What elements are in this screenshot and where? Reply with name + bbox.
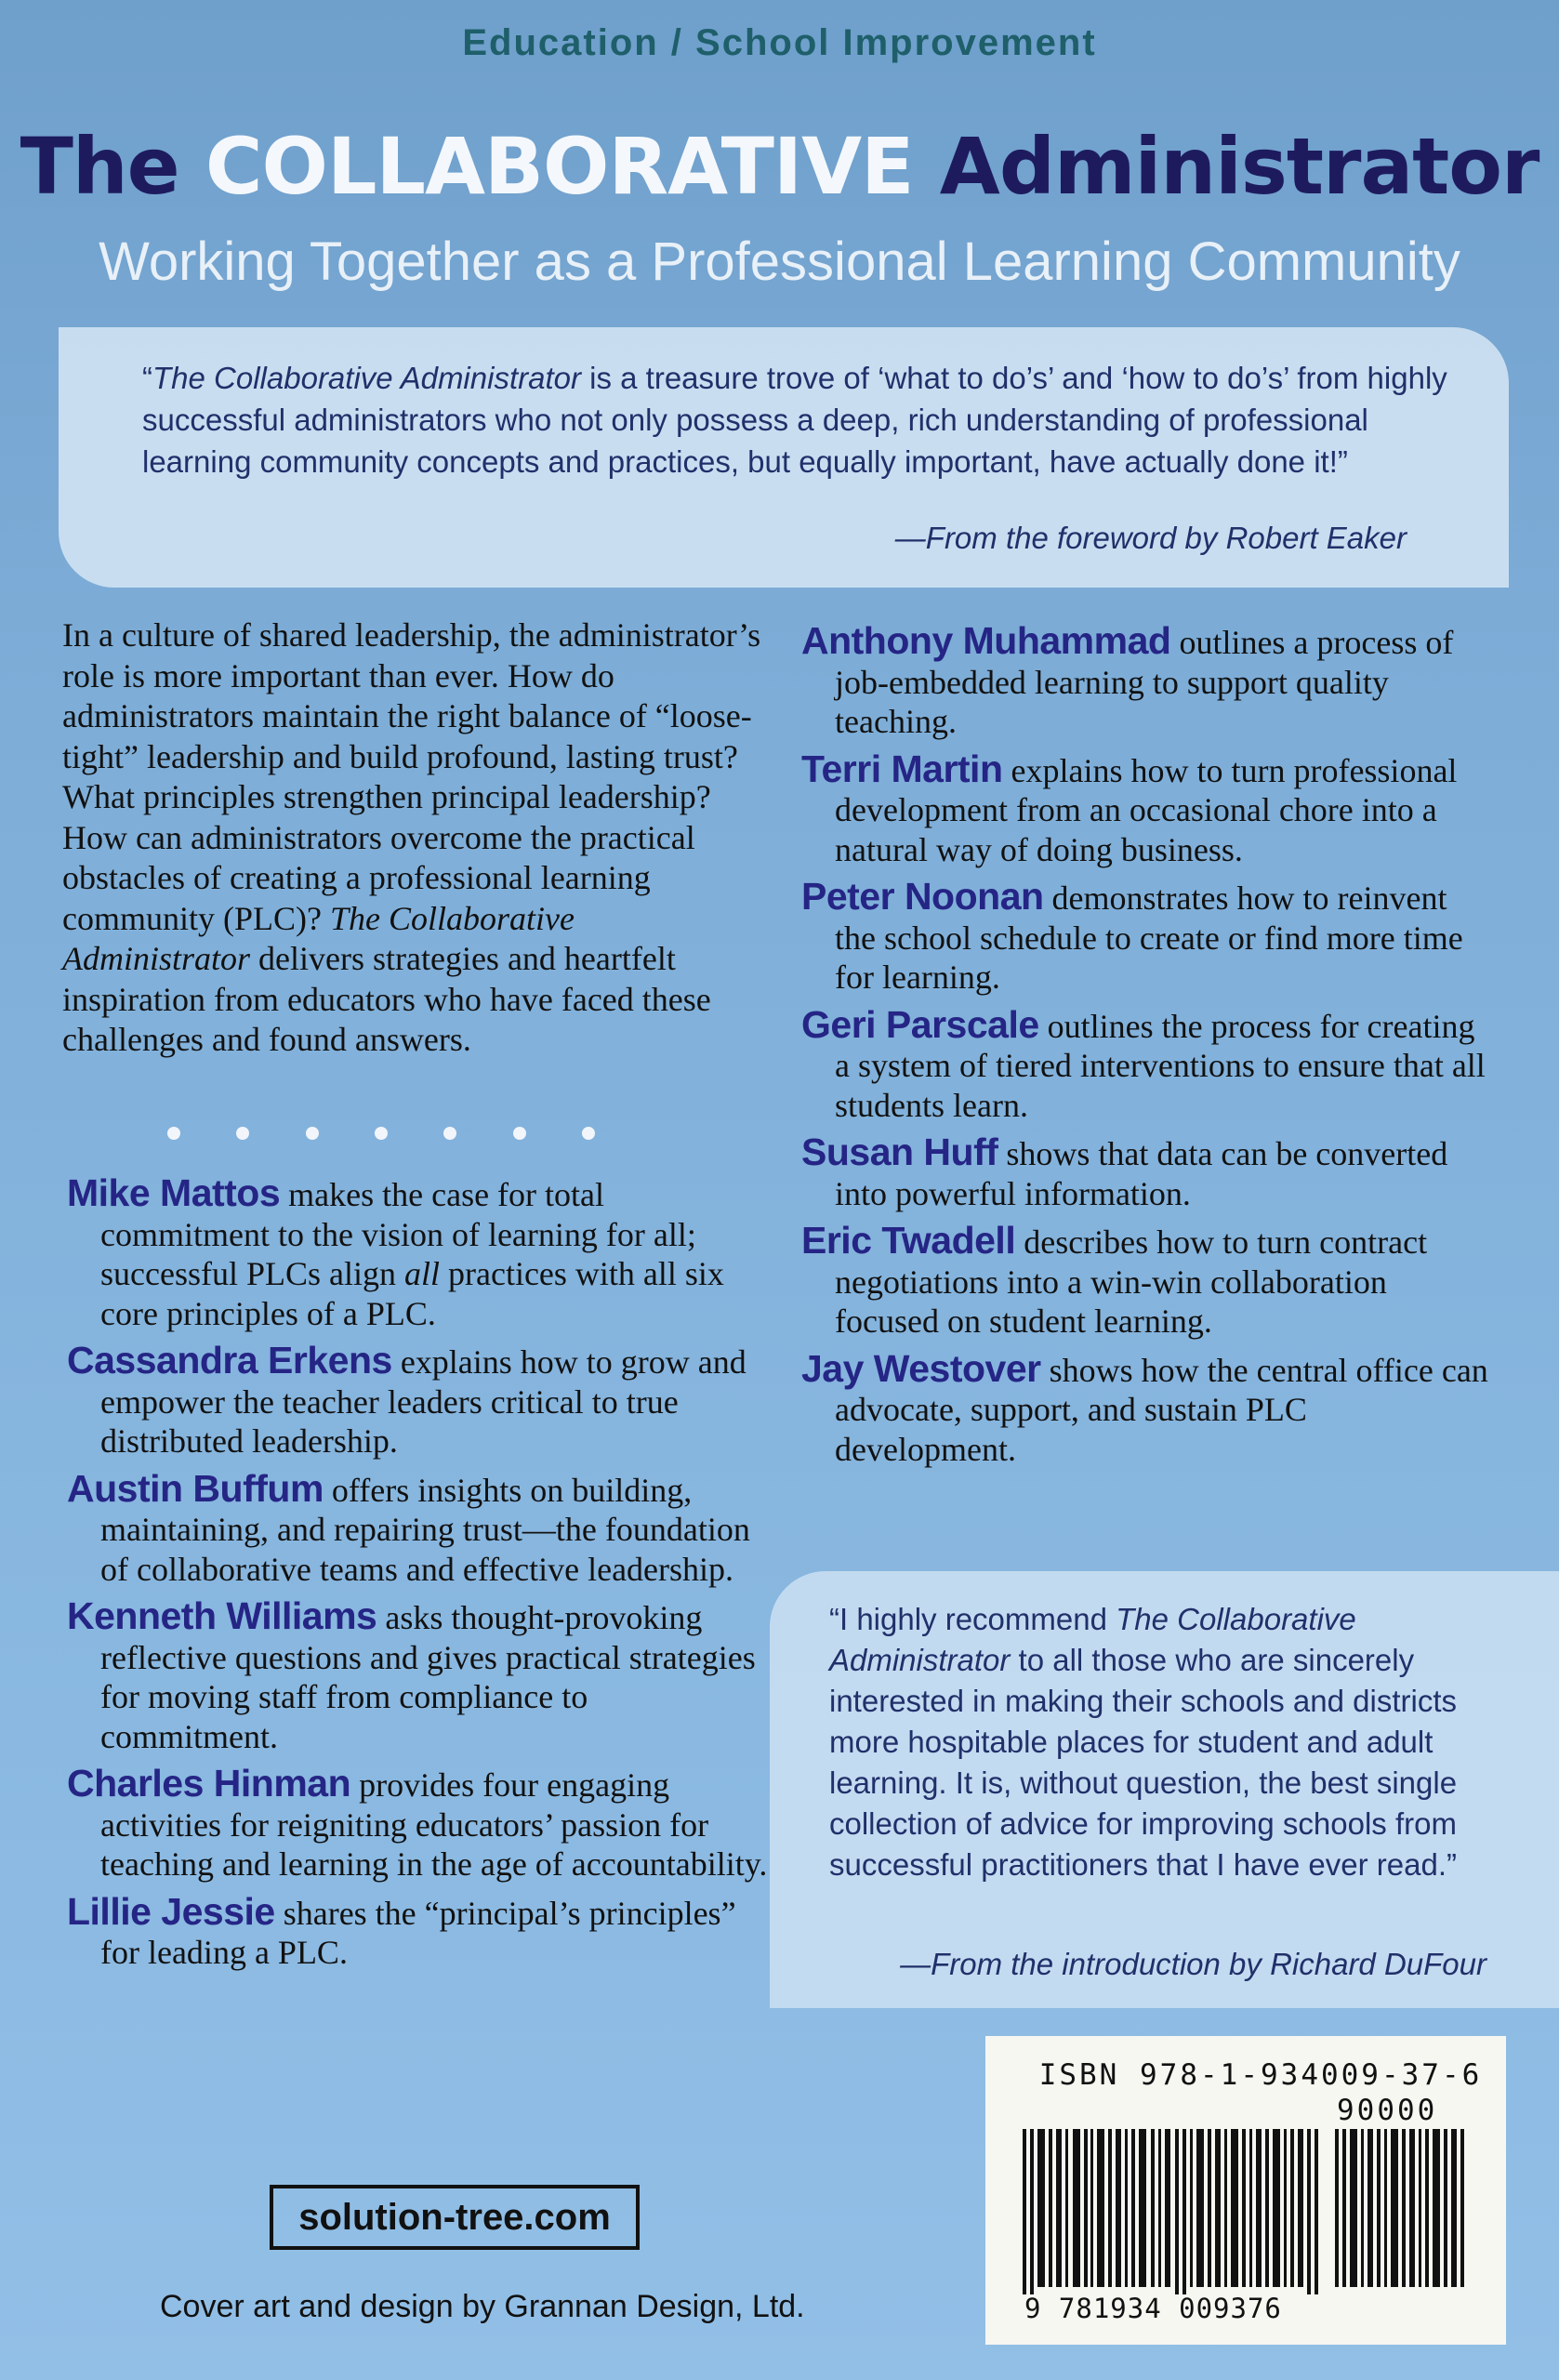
intro-book-title: The Collaborative Administrator bbox=[62, 899, 575, 977]
contributor-desc: describes how to turn contract negotiations into a win-win collaboration focused on student learning. bbox=[835, 1223, 1428, 1340]
website-box[interactable]: solution-tree.com bbox=[270, 2185, 640, 2250]
bottom-quote-attribution: —From the introduction by Richard DuFour bbox=[900, 1947, 1486, 1981]
contributor-name: Peter Noonan bbox=[801, 875, 1044, 918]
contributor-name: Mike Mattos bbox=[67, 1171, 281, 1214]
contributor-name: Susan Huff bbox=[801, 1130, 998, 1173]
contributor-entry bbox=[67, 1596, 773, 1756]
contributor-entry bbox=[801, 1002, 1489, 1126]
contributor-entry bbox=[801, 1346, 1489, 1470]
book-subtitle: Working Together as a Professional Learning Community bbox=[99, 231, 1460, 292]
contributor-desc: explains how to grow and empower the teacher leaders critical to true distributed leadership. bbox=[100, 1343, 746, 1460]
isbn-label: ISBN 978-1-934009-37-6 bbox=[1038, 2058, 1483, 2092]
divider-dot bbox=[443, 1127, 456, 1140]
contributor-desc: explains how to turn professional development from an occasional chore into a natural way of doing business. bbox=[835, 751, 1458, 868]
contributor-desc-after: practices with all six core principles of a PLC. bbox=[100, 1255, 724, 1332]
divider-dot bbox=[375, 1127, 388, 1140]
contributor-entry bbox=[67, 1341, 773, 1461]
top-quote-open: “ bbox=[142, 361, 152, 395]
contributor-desc: outlines a process of job-embedded learning to support quality teaching. bbox=[835, 624, 1454, 740]
intro-paragraph bbox=[62, 615, 769, 1061]
top-quote-attribution: —From the foreword by Robert Eaker bbox=[894, 521, 1407, 555]
contributor-desc: offers insights on building, maintaining, and repairing trust—the foundation of collaborative teams and effective leadership. bbox=[100, 1471, 750, 1588]
intro-text-after: delivers strategies and heartfelt inspiration from educators who have faced these challenges and found answers. bbox=[62, 940, 711, 1058]
bottom-quote-book-title: The Collaborative Administrator bbox=[829, 1602, 1356, 1677]
top-quote-box bbox=[59, 327, 1509, 588]
divider-dot bbox=[306, 1127, 319, 1140]
contributors-right bbox=[801, 621, 1489, 1469]
title-part-1: The bbox=[20, 121, 205, 212]
contributor-entry bbox=[801, 621, 1489, 742]
price-code: 90000 bbox=[1337, 2094, 1438, 2127]
contributor-name: Jay Westover bbox=[801, 1346, 1041, 1390]
contributor-desc: outlines the process for creating a system of tiered interventions to ensure that all students learn. bbox=[835, 1007, 1486, 1124]
contributor-name: Austin Buffum bbox=[67, 1466, 324, 1510]
contributor-name: Terri Martin bbox=[801, 747, 1003, 790]
contributor-desc: shows that data can be converted into powerful information. bbox=[835, 1135, 1448, 1212]
contributor-name: Lillie Jessie bbox=[67, 1889, 275, 1933]
contributor-desc: makes the case for total commitment to the vision of learning for all; successful PLCs align bbox=[100, 1176, 696, 1292]
contributor-name: Eric Twadell bbox=[801, 1219, 1016, 1262]
barcode-panel bbox=[985, 2036, 1506, 2345]
top-quote-body: is a treasure trove of ‘what to do’s’ and ‘how to do’s’ from highly successful administrators who not only possess a deep, rich understanding of professional learning community concepts and practices, but equally important, have actually done it!” bbox=[142, 361, 1447, 479]
barcode-icon bbox=[985, 2129, 1506, 2296]
contributor-name: Charles Hinman bbox=[67, 1762, 351, 1805]
contributors-left bbox=[67, 1173, 773, 1973]
contributor-entry bbox=[67, 1173, 773, 1333]
contributor-desc: shows how the central office can advocate, support, and sustain PLC development. bbox=[835, 1351, 1488, 1468]
category-label: Education / School Improvement bbox=[462, 22, 1097, 63]
bottom-quote-before: “I highly recommend bbox=[829, 1602, 1116, 1636]
bottom-quote-after: to all those who are sincerely interested in making their schools and districts more hospitable places for student and adult learning. It is, without question, the best single collection of advice for improving schools from successful practitioners that I have ever read.” bbox=[829, 1643, 1458, 1882]
contributor-entry bbox=[801, 1221, 1489, 1342]
contributor-name: Kenneth Williams bbox=[67, 1594, 377, 1637]
contributor-name: Anthony Muhammad bbox=[801, 619, 1171, 662]
contributor-entry bbox=[801, 1132, 1489, 1213]
bottom-quote-text bbox=[829, 1599, 1517, 1885]
contributor-entry bbox=[67, 1466, 773, 1590]
divider-dot bbox=[582, 1127, 595, 1140]
title-highlight: COLLABORATIVE bbox=[205, 121, 914, 212]
bottom-quote-box bbox=[770, 1571, 1559, 2008]
contributor-desc: asks thought-provoking reflective questions and gives practical strategies for moving staff from compliance to commitment. bbox=[100, 1599, 756, 1755]
contributor-entry bbox=[67, 1889, 773, 1973]
dot-divider bbox=[167, 1127, 595, 1140]
barcode-digits: 9 781934 009376 bbox=[1024, 2293, 1282, 2324]
divider-dot bbox=[513, 1127, 526, 1140]
contributor-desc: provides four engaging activities for reigniting educators’ passion for teaching and learning in the age of accountability. bbox=[100, 1766, 768, 1883]
contributor-desc: shares the “principal’s principles” for leading a PLC. bbox=[100, 1894, 736, 1971]
top-quote-book-title: The Collaborative Administrator bbox=[152, 361, 581, 395]
contributor-desc-em: all bbox=[403, 1255, 440, 1292]
top-quote-text bbox=[142, 357, 1472, 483]
divider-dot bbox=[236, 1127, 249, 1140]
intro-text-before: In a culture of shared leadership, the administrator’s role is more important than ever. How do administrators maintain the right balance of “loose-tight” leadership and build profound, lasting trust? What principles strengthen principal leadership? How can administrators overcome the practical obstacles of creating a professional learning community (PLC)? bbox=[62, 616, 761, 937]
contributor-name: Cassandra Erkens bbox=[67, 1339, 392, 1382]
contributor-entry bbox=[801, 749, 1489, 870]
divider-dot bbox=[167, 1127, 180, 1140]
design-credit: Cover art and design by Grannan Design, Ltd. bbox=[160, 2289, 805, 2324]
contributor-entry bbox=[67, 1764, 773, 1884]
contributor-entry bbox=[801, 877, 1489, 998]
contributor-name: Geri Parscale bbox=[801, 1002, 1039, 1046]
contributor-desc: demonstrates how to reinvent the school schedule to create or find more time for learning. bbox=[835, 879, 1463, 996]
book-title bbox=[0, 121, 1559, 212]
title-part-2: Administrator bbox=[913, 121, 1539, 212]
